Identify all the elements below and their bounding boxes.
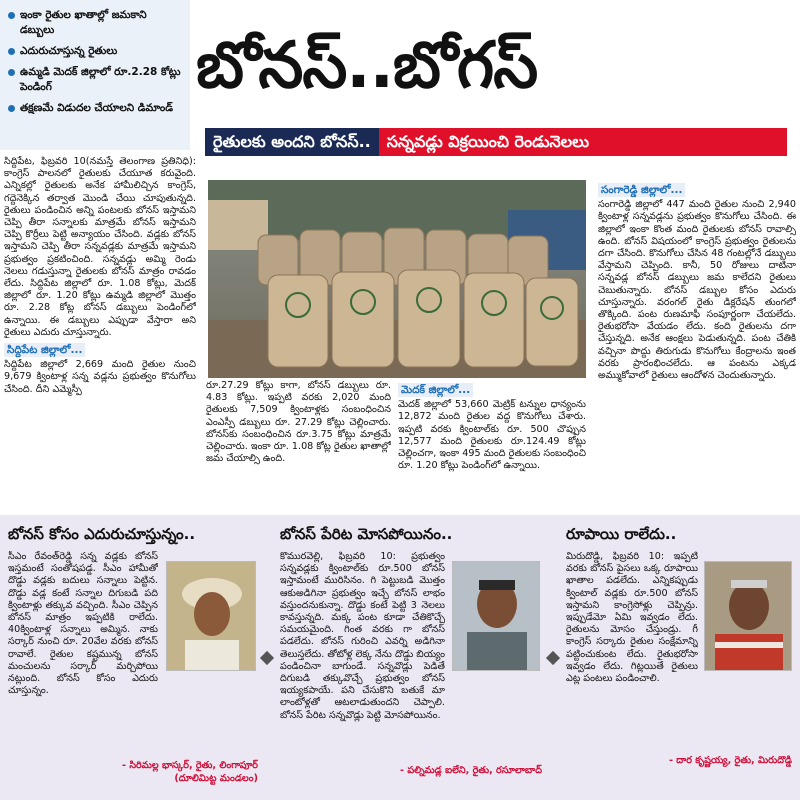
highlight-item: ఉమ్మడి మెదక్ జిల్లాలో రూ.2.28 కోట్లు పెండింగ్	[6, 65, 184, 95]
testimonial-panel	[280, 525, 542, 795]
article-paragraph: మెదక్ జిల్లాలో 53,660 మెట్రిక్ టన్నుల ధాన్యంను 12,872 మంది రైతుల వద్ద కొనుగోలు చేశారు. ఇప్పటి వరకు క్వింటాల్‌కు రూ. 500 చొప్పున 12,577 మంది రైతులకు రూ.124.49 కోట్లు చెల్లించగా, ఇంకా 495 మంది రైతులకు సంబంధించి రూ. 1.20 కోట్లు పెండింగ్‌లో ఉన్నాయి.	[398, 399, 586, 472]
panel-separator-icon	[260, 651, 274, 665]
highlight-item: ఎదురుచూస్తున్న రైతులు	[6, 44, 184, 59]
testimonial-text: కొమురవెల్లి, ఫిబ్రవరి 10: ప్రభుత్వం సన్నవడ్లకు క్వింటాల్‌కు రూ.500 బోనస్ ఇస్తామంటే మురిసినం. గి పెట్టుబడి మొత్తం ఆకుఅడిగినా ప్రభుత్వం ఇచ్చే బోనస్ లాభం వస్తుందనుకున్నా. దొడ్డు కంటే పెట్టి 3 నెలలు కావస్తున్నది. మక్క పంట కూడా చేతికొచ్చే సమయమైంది. గింత వరకు గా బోనస్ పడలేదు. బోనస్ గురించి ఎవర్ని అడిగినా తెలుస్తలేదు. తోటోళ్ల లెక్క నేను దొడ్డు బియ్యం పండించినా బాగుండే. సన్నవొడ్లు పెడితే దిగుబడి తక్కువొచ్చే ప్రభుత్వం బోనస్ ఇయ్యకపాయే. పని చేసుకొని బతుకే మా లాంటోళ్లతో ఆటలాడుతుందని చెప్పాలి. బోనస్ పేరిట సన్నవొడ్లు పెట్టి మోసపోయినం.	[280, 551, 445, 721]
testimonial-text: మిరుదొడ్డి, ఫిబ్రవరి 10: ఇప్పటి వరకు బోనస్ పైసలు ఒక్క రూపాయి ఖాతాల పడలేదు. ఎన్నికప్పుడు క్వింటాల్ వడ్లకు రూ.500 బోనస్ ఇస్తామని కాంగ్రెసోళ్లు చెప్పిన్రు. ఇప్పుడేమో ఏమి ఇవ్వడం లేదు. రైతులను మోసం చేస్తుండ్రు. గీ కాంగ్రెస్ సర్కారు రైతుల సంక్షేమాన్ని పట్టించుకుంట లేదు. రైతుభరోసా ఇవ్వడం లేదు. గిట్లయితే రైతులు ఎట్ల పంటలు పండించాలి.	[566, 551, 698, 685]
subheadline-left: రైతులకు అందని బోనస్..	[205, 128, 379, 156]
portrait-farmer-2	[452, 561, 540, 671]
testimonial-title: బోనస్ పేరిట మోసపోయినం..	[280, 525, 453, 543]
section-subheading: సంగారెడ్డి జిల్లాలో...	[598, 183, 685, 197]
article-column-3	[398, 380, 586, 508]
testimonial-attribution: - దార కృష్ణయ్య, రైతు, మిరుదొడ్డి	[668, 755, 792, 766]
testimonial-title: బోనస్ కోసం ఎదురుచూస్తున్నం..	[8, 525, 196, 543]
article-paragraph: సిద్దిపేట జిల్లాలో 2,669 మంది రైతుల నుంచి 9,679 క్వింటాళ్ల సన్న వడ్లను ప్రభుత్వం కొనుగోలు చేసింది. దీని ఎమ్మెస్పీ	[4, 359, 196, 395]
subheadline	[205, 128, 787, 156]
highlights-list	[6, 8, 184, 116]
highlights-box	[0, 0, 190, 150]
headline: బోనస్..బోగస్	[196, 29, 538, 103]
photo-paddy-bags	[208, 180, 586, 378]
testimonial-attribution: - సిరిమల్ల భాస్కర్, రైతు, లింగాపూర్	[122, 760, 258, 771]
section-subheading: సిద్దిపేట జిల్లాలో...	[4, 343, 85, 357]
article-column-1	[4, 156, 196, 510]
testimonial-panel	[8, 525, 258, 795]
article-paragraph: సంగారెడ్డి జిల్లాలో 447 మంది రైతుల నుంచి 2,940 క్వింటాళ్ల సన్నవడ్లను ప్రభుత్వం కొనుగోలు చేసింది. ఈ జిల్లాలో ఇంకా కొంత మంది రైతులకు బోనస్ రావాల్సి ఉంది. బోనస్ విషయంలో కాంగ్రెస్ ప్రభుత్వం రైతులను దగా చేసింది. కొనుగోలు చేసిన 48 గంటల్లోనే డబ్బులు వేస్తామని చెప్పింది. కానీ, 50 రోజులు దాటినా సన్నవడ్ల బోనస్ డబ్బులు జమ కాలేదని రైతులు చెబుతున్నారు. బోనస్ డబ్బుల కోసం ఎదురు చూస్తున్నారు. వరంగల్ రైతు డిక్లరేషన్ తుంగలో తొక్కింది. పంట రుణమాఫీ సంపూర్ణంగా చేయలేదు. రైతుభరోసా వేయడం లేదు. కంది రైతులను దగా చేస్తున్నది. అనేక ఆంక్షలు పెడుతున్నది. పంట చేతికి వచ్చినా పొద్దు తిరుగుడు కొనుగోలు కేంద్రాలను ఇంత వరకు ప్రారంభించలేదు. ఆ పంటను ఎక్కడ అమ్ముకోవాలో రైతులు ఆందోళన చెందుతున్నారు.	[598, 199, 796, 382]
testimonial-attribution: - పల్నిమడ్ల ఐలేని, రైతు, రసూలాబాద్	[400, 765, 542, 776]
testimonial-panel	[566, 525, 792, 795]
testimonial-attribution-place: (దూలిమిట్ట మండలం)	[174, 773, 258, 784]
portrait-farmer-1	[166, 561, 256, 671]
testimonial-title: రూపాయి రాలేదు..	[566, 525, 677, 543]
testimonial-text: సీఎం రేవంత్‌రెడ్డి సన్న వడ్లకు బోనస్ ఇస్తమంటే సంతోషపడ్డ. సీఎం హామీతో దొడ్డు వడ్లకు బదులు సన్నాలు పెట్టిన. దొడ్డు వడ్ల కంటే సన్నాల దిగుబడి పది క్వింటాళ్లు తక్కువ వచ్చింది. సీఎం చెప్పిన బోనస్ మాత్రం ఇప్పటికి రాలేదు. 40క్వింటాళ్ల సన్నాలు అమ్మిన. నాకు సర్కార్ నుంచి రూ. 20వేల వరకు బోనస్ రావాలే. రైతుల కష్టమున్న బోనస్ మంచులను సర్కార్ మర్చిపోయి నట్లుంది. బోనస్ కోసం ఎదురు చూస్తున్నం.	[8, 551, 158, 697]
section-subheading: మెదక్ జిల్లాలో...	[398, 383, 473, 397]
article-paragraph: రూ.27.29 కోట్లు కాగా, బోనస్ డబ్బులు రూ. 4.83 కోట్లు. ఇప్పటి వరకు 2,020 మంది రైతులకు 7,509 క్వింటాళ్లకు సంబంధించిన ఎంఎస్పీ డబ్బులు రూ. 27.29 కోట్లు చెల్లించారు. బోనస్‌కు సంబంధించిన రూ.3.75 కోట్లు మాత్రమే చెల్లించారు. ఇంకా రూ. 1.08 కోట్ల రైతుల ఖాతాల్లో జమ చేయాల్సి ఉంది.	[206, 380, 391, 465]
article-column-2	[206, 380, 391, 508]
subheadline-right: సన్నవడ్లు విక్రయించి రెండునెలలు	[379, 128, 787, 156]
highlight-item: ఇంకా రైతుల ఖాతాల్లో జమకాని డబ్బులు	[6, 8, 184, 38]
article-paragraph: సిద్దిపేట, ఫిబ్రవరి 10(నమస్తే తెలంగాణ ప్రతినిధి): కాంగ్రెస్ పాలనలో రైతులకు చేయూత కరువైంది. ఎన్నికల్లో రైతులకు అనేక హామీలిచ్చిన కాంగ్రెస్, గద్దెనెక్కిన తర్వాత మొండి చేయి చూపుతున్నది. రైతులు పండించిన అన్ని పంటలకు బోనస్ ఇస్తామని చెప్పి తీరా సన్నాలకు మాత్రమే బోనస్ ఇస్తామని చెప్పి కొర్రీలు పెట్టి అన్యాయం చేసింది. వడ్లకు బోనస్ ఇస్తామని చెప్పి తీరా సన్నవడ్లకు మాత్రమే ఇస్తామని ప్రభుత్వం ప్రకటించింది. సన్నవడ్లు అమ్మి రెండు నెలలు గడుస్తున్నా రైతులకు బోనస్ మాత్రం రావడం లేదు. సిద్దిపేట జిల్లాలో రూ. 1.08 కోట్లు, మెదక్ జిల్లాలో రూ. 1.20 కోట్లు ఉమ్మడి జిల్లాలో మొత్తం రూ. 2.28 కోట్ల బోనస్ డబ్బులు పెండింగ్‌లో ఉన్నాయి. ఈ డబ్బులు ఎప్పుడా వేస్తారా అని రైతులు ఎదురు చూస్తున్నారు.	[4, 156, 196, 338]
portrait-farmer-3	[704, 561, 792, 671]
panel-separator-icon	[546, 651, 560, 665]
testimonials-section	[0, 515, 800, 800]
article-column-4	[598, 180, 796, 510]
highlight-item: తక్షణమే విడుదల చేయాలని డిమాండ్	[6, 101, 184, 116]
